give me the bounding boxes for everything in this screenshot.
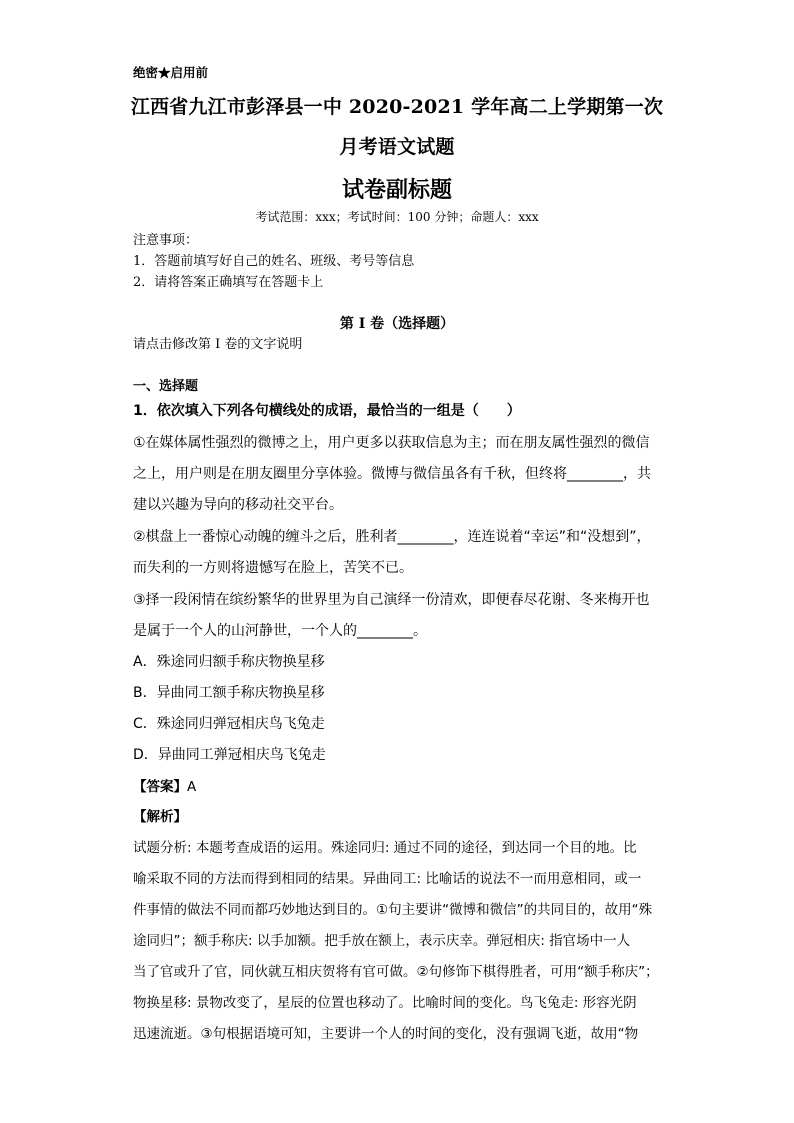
analysis-line: 件事情的做法不同而都巧妙地达到目的。①句主要讲“微博和微信”的共同目的，故用“殊 xyxy=(133,902,653,918)
notes-heading: 注意事项： xyxy=(133,233,199,248)
answer-value: A xyxy=(187,779,197,795)
analysis-line: 物换星移: 景物改变了，星辰的位置也移动了。比喻时间的变化。鸟飞兔走: 形容光阴 xyxy=(133,995,637,1011)
question-line: 是属于一个人的山河静世，一个人的________。 xyxy=(133,623,427,639)
question-line: ③择一段闲情在缤纷繁华的世界里为自己演绎一份清欢，即便春尽花谢、冬来梅开也 xyxy=(133,592,650,608)
exam-title-line-1: 江西省九江市彭泽县一中 2020-2021 学年高二上学期第一次 xyxy=(130,96,664,118)
section-heading: 一、选择题 xyxy=(133,379,199,394)
analysis-line: 迅速流逝。③句根据语境可知，主要讲一个人的时间的变化，没有强调飞逝，故用“物 xyxy=(133,1026,639,1042)
option-b: B．异曲同工额手称庆物换星移 xyxy=(133,685,325,701)
question-line: 而失利的一方则将遗憾写在脸上，苦笑不已。 xyxy=(133,560,413,576)
option-a: A．殊途同归额手称庆物换星移 xyxy=(133,654,325,670)
answer-label: 【答案】 xyxy=(133,779,187,795)
analysis-line: 喻采取不同的方法而得到相同的结果。异曲同工: 比喻话的说法不一而用意相同，或一 xyxy=(133,871,642,887)
answer-line xyxy=(133,775,196,795)
question-line: ①在媒体属性强烈的微博之上，用户更多以获取信息为主；而在朋友属性强烈的微信 xyxy=(133,435,650,451)
notes-item: 1．答题前填写好自己的姓名、班级、考号等信息 xyxy=(133,254,415,269)
option-c: C．殊途同归弹冠相庆鸟飞兔走 xyxy=(133,716,325,732)
option-d: D．异曲同工弹冠相庆鸟飞兔走 xyxy=(133,747,326,763)
analysis-line: 途同归”；额手称庆: 以手加额。把手放在额上，表示庆幸。弹冠相庆: 指官场中一人 xyxy=(133,933,631,949)
analysis-line: 试题分析: 本题考查成语的运用。殊途同归: 通过不同的途径，到达同一个目的地。比 xyxy=(133,840,637,856)
part-description: 请点击修改第 I 卷的文字说明 xyxy=(133,337,303,352)
question-line: 建以兴趣为导向的移动社交平台。 xyxy=(133,497,343,513)
exam-subtitle: 试卷副标题 xyxy=(341,177,452,203)
exam-info: 考试范围：xxx；考试时间：100 分钟；命题人：xxx xyxy=(255,210,539,224)
question-line: ②棋盘上一番惊心动魄的缠斗之后，胜利者________，连连说着“幸运”和“没想到”， xyxy=(133,529,651,545)
analysis-heading: 【解析】 xyxy=(133,809,187,825)
question-stem: 1．依次填入下列各句横线处的成语，最恰当的一组是（ ） xyxy=(133,403,521,419)
part-title: 第 I 卷（选择题） xyxy=(339,316,455,332)
exam-title-line-2: 月考语文试题 xyxy=(339,136,455,158)
confidential-label: 绝密★启用前 xyxy=(133,65,209,80)
question-line: 之上，用户则是在朋友圈里分享体验。微博与微信虽各有千秋，但终将________，共 xyxy=(133,466,651,482)
notes-item: 2．请将答案正确填写在答题卡上 xyxy=(133,275,324,290)
analysis-line: 当了官或升了官，同伙就互相庆贺将有官可做。②句修饰下棋得胜者，可用“额手称庆”； xyxy=(133,964,659,980)
